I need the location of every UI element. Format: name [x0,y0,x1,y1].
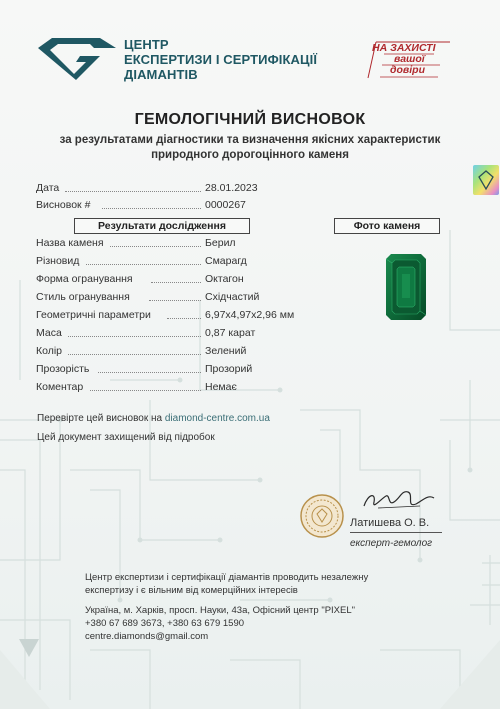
signature-line [350,532,442,533]
organization-name [124,37,317,82]
conclusion-value: 0000267 [205,199,246,211]
result-leader [149,300,201,301]
result-value: Зелений [205,345,247,357]
result-row [36,291,336,305]
result-leader [68,354,201,355]
expert-signature [358,484,438,514]
diamond-centre-logo [34,36,118,82]
document-title: ГЕМОЛОГІЧНИЙ ВИСНОВОК [134,111,366,128]
result-value: Смарагд [205,255,247,267]
slogan [360,40,452,80]
result-value: Немає [205,381,237,393]
result-label: Прозорість [36,363,90,375]
result-label: Колір [36,345,63,357]
slogan-line-2: вашої [394,53,425,65]
conclusion-leader [102,208,201,209]
result-value: Східчастий [205,291,260,303]
date-row [36,182,276,196]
results-section-title: Результати дослідження [74,218,250,234]
org-line-2: ЕКСПЕРТИЗИ І СЕРТИФІКАЦІЇ [124,52,318,67]
date-label: Дата [36,182,60,194]
result-row [36,345,336,359]
lines-decoration [460,555,500,625]
date-leader [65,191,201,192]
result-value: Октагон [205,273,244,285]
triangle-decoration [18,637,40,659]
result-row [36,309,336,323]
result-value: 6,97х4,97х2,96 мм [205,309,295,321]
result-row [36,327,336,341]
verify-line [37,413,270,424]
result-label: Маса [36,327,62,339]
result-row [36,381,336,395]
result-value: 0,87 карат [205,327,256,339]
result-row [36,363,336,377]
verify-site-link[interactable]: diamond-centre.com.ua [164,413,270,424]
emerald-photo [386,254,426,320]
result-label: Коментар [36,381,84,393]
result-row [36,237,336,251]
result-label: Форма огранування [36,273,133,285]
subtitle-line-1: за результатами діагностики та визначення якісних характеристик [59,134,441,146]
result-leader [68,336,201,337]
date-value: 28.01.2023 [205,182,258,194]
note-line-2: експертизу і є вільним від комерційних інтересів [85,585,298,596]
phones[interactable]: +380 67 689 3673, +380 63 679 1590 [85,618,245,629]
result-leader [151,282,201,283]
email[interactable]: centre.diamonds@gmail.com [85,631,209,642]
official-seal [300,494,344,538]
result-leader [167,318,201,319]
slogan-line-1: НА ЗАХИСТІ [372,42,436,54]
org-line-1: ЦЕНТР [124,37,169,52]
result-value: Берил [205,237,236,249]
conclusion-row [36,199,276,213]
slogan-line-3: довіри [390,64,425,76]
verify-text: Перевірте цей висновок на [37,413,165,424]
result-leader [86,264,201,265]
result-label: Стиль огранування [36,291,130,303]
result-row [36,255,336,269]
result-leader [90,390,201,391]
hologram-sticker [473,165,499,195]
independence-note [85,571,368,597]
expert-role: експерт-гемолог [350,538,433,549]
result-value: Прозорий [205,363,253,375]
result-label: Геометричні параметри [36,309,151,321]
note-line-1: Центр експертизи і сертифікації діамантів проводить незалежну [85,572,369,583]
conclusion-label: Висновок # [36,199,91,211]
org-line-3: ДІАМАНТІВ [124,67,198,82]
photo-section-title: Фото каменя [334,218,440,234]
result-leader [98,372,201,373]
expert-name: Латишева О. В. [350,517,430,529]
protected-note: Цей документ захищений від підробок [37,432,215,443]
address: Україна, м. Харків, просп. Науки, 43а, Офісний центр "PIXEL" [85,605,356,616]
subtitle-line-2: природного дорогоцінного каменя [151,149,349,161]
result-row [36,273,336,287]
result-label: Назва каменя [36,237,104,249]
document-subtitle [0,133,500,163]
result-leader [110,246,201,247]
result-label: Різновид [36,255,80,267]
